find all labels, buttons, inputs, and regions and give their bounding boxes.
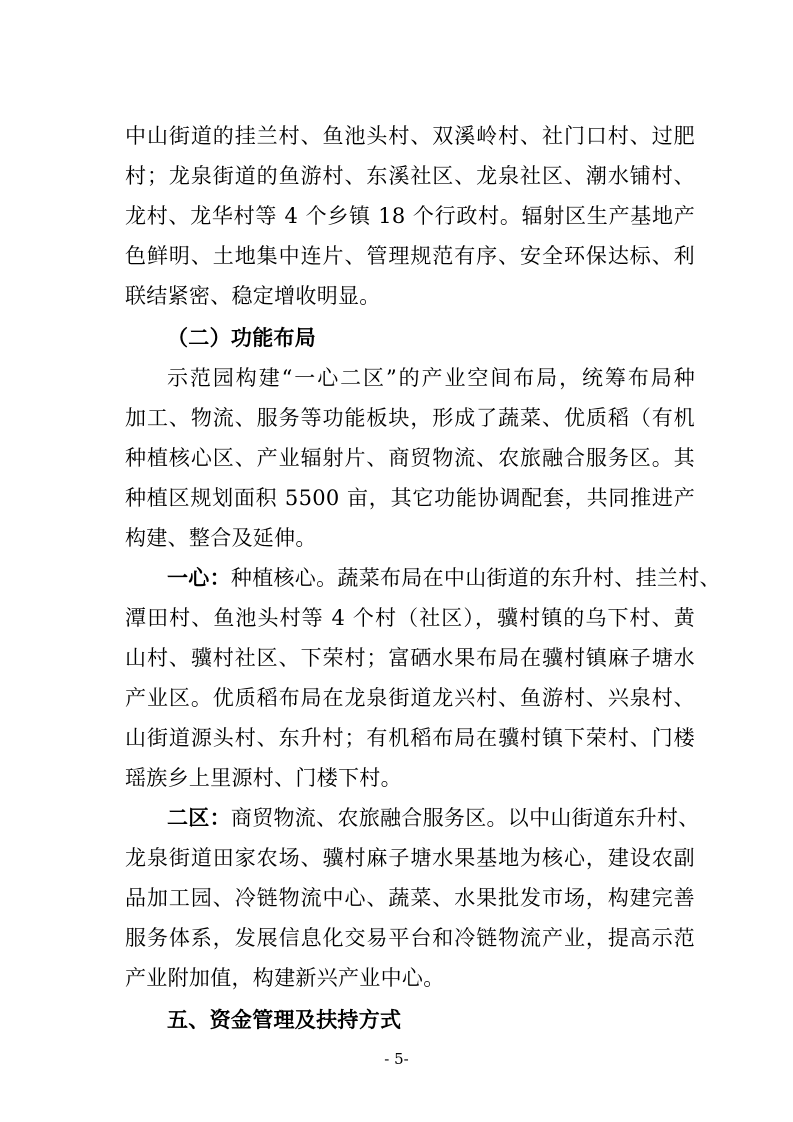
page-number: - 5- bbox=[384, 1050, 409, 1068]
section-heading: （二）功能布局 bbox=[167, 325, 317, 350]
text-line: 山村、骥村社区、下荣村；富硒水果布局在骥村镇麻子塘水 bbox=[125, 646, 695, 670]
two-zones-label: 二区： bbox=[167, 805, 231, 830]
text-line: 产业区。优质稻布局在龙泉街道龙兴村、鱼游村、兴泉村、 bbox=[125, 686, 695, 710]
text-line: 构建、整合及延伸。 bbox=[125, 526, 317, 550]
two-zones-first-line bbox=[167, 798, 700, 838]
text-line: 色鲜明、土地集中连片、管理规范有序、安全环保达标、利 bbox=[125, 244, 695, 268]
text-line: 联结紧密、稳定增收明显。 bbox=[125, 284, 381, 308]
text-line: 龙泉街道田家农场、骥村麻子塘水果基地为核心，建设农副 bbox=[125, 846, 695, 870]
section-heading: 五、资金管理及扶持方式 bbox=[167, 1007, 402, 1032]
text-line: 龙村、龙华村等 4 个乡镇 18 个行政村。辐射区生产基地产 bbox=[125, 204, 695, 228]
one-core-label: 一心： bbox=[167, 565, 231, 590]
text-line: 种植区规划面积 5500 亩，其它功能协调配套，共同推进产 bbox=[125, 486, 695, 510]
text-line: 潭田村、鱼池头村等 4 个村（社区），骥村镇的乌下村、黄 bbox=[125, 606, 695, 630]
text-line: 山街道源头村、东升村；有机稻布局在骥村镇下荣村、门楼 bbox=[125, 726, 695, 750]
two-zones-text: 商贸物流、农旅融合服务区。以中山街道东升村、 bbox=[230, 806, 700, 830]
one-core-first-line bbox=[167, 558, 721, 598]
text-line: 示范园构建“一心二区”的产业空间布局，统筹布局种 bbox=[167, 366, 695, 390]
text-line: 产业附加值，构建新兴产业中心。 bbox=[125, 966, 445, 990]
text-line: 种植核心区、产业辐射片、商贸物流、农旅融合服务区。其 bbox=[125, 446, 695, 470]
text-line: 品加工园、冷链物流中心、蔬菜、水果批发市场，构建完善 bbox=[125, 886, 695, 910]
text-line: 服务体系，发展信息化交易平台和冷链物流产业，提高示范 bbox=[125, 926, 695, 950]
text-line: 加工、物流、服务等功能板块，形成了蔬菜、优质稻（有机 bbox=[125, 406, 695, 430]
text-line: 瑶族乡上里源村、门楼下村。 bbox=[125, 766, 402, 790]
one-core-text: 种植核心。蔬菜布局在中山街道的东升村、挂兰村、 bbox=[230, 566, 721, 590]
text-line: 中山街道的挂兰村、鱼池头村、双溪岭村、社门口村、过肥 bbox=[125, 124, 695, 148]
text-line: 村；龙泉街道的鱼游村、东溪社区、龙泉社区、潮水铺村、 bbox=[125, 164, 695, 188]
